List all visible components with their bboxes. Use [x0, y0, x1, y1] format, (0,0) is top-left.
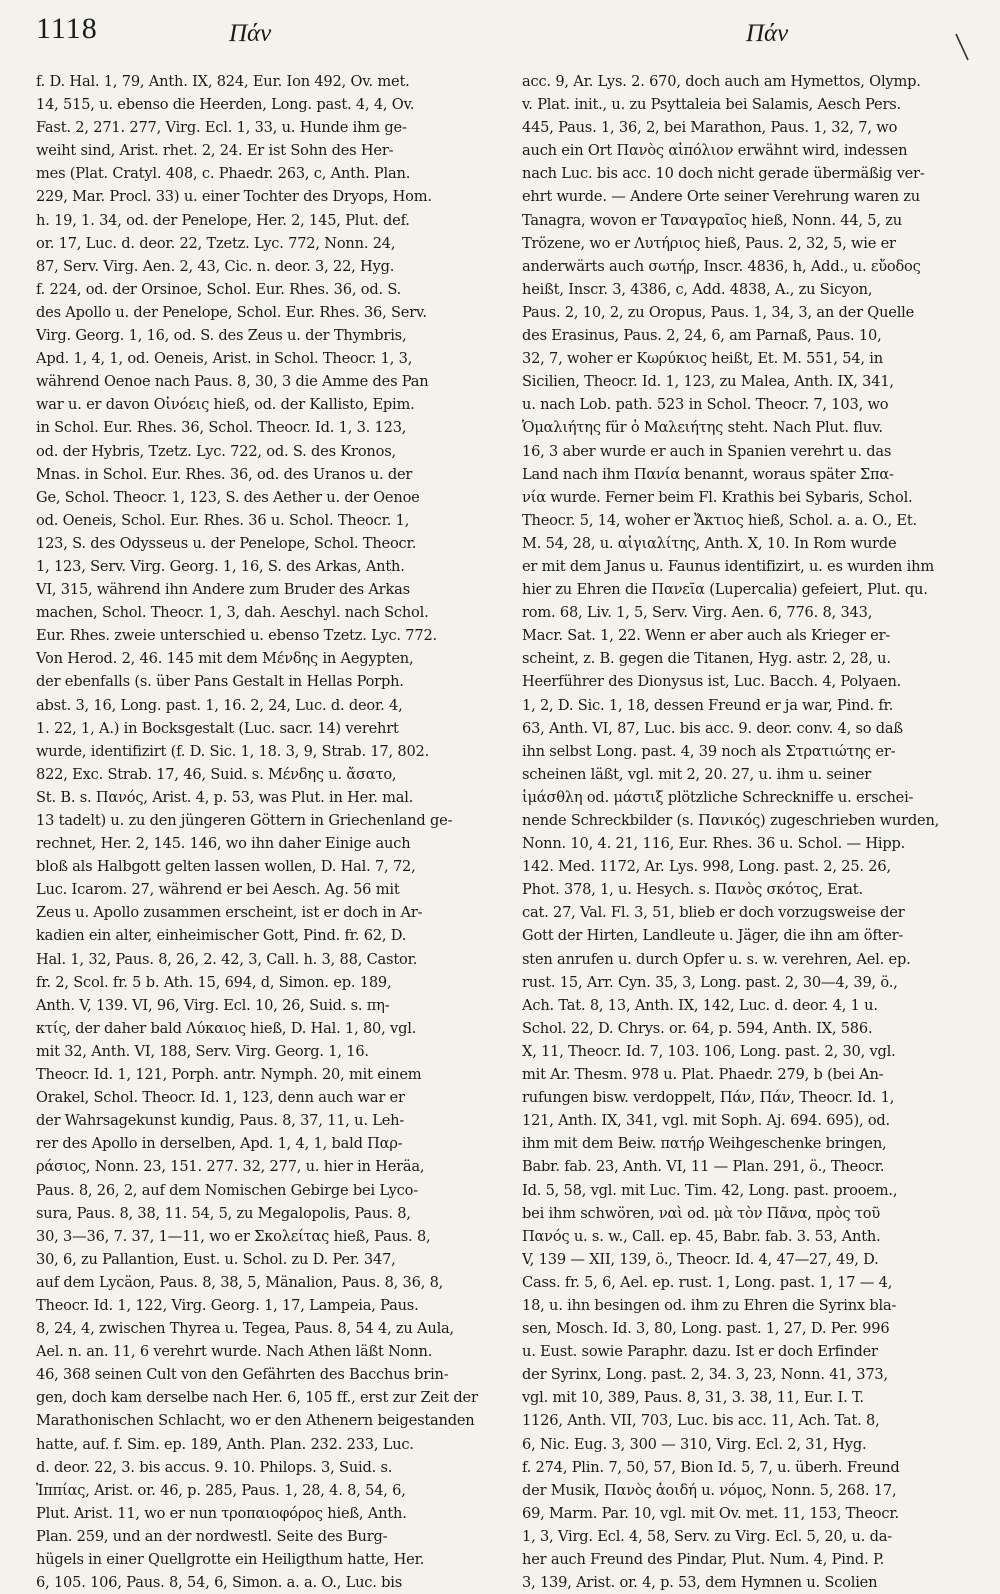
text-line: 1, 3, Virg. Ecl. 4, 58, Serv. zu Virg. Ecl. 5, 20, u. da-	[522, 1527, 892, 1545]
text-line: rust. 15, Arr. Cyn. 35, 3, Long. past. 2, 30—4, 39, ö.,	[522, 973, 898, 991]
text-line: Heerführer des Dionysus ist, Luc. Bacch. 4, Polyaen.	[522, 673, 902, 691]
text-line: während Oenoe nach Paus. 8, 30, 3 die Amme des Pan	[36, 373, 429, 391]
text-line: f. D. Hal. 1, 79, Anth. IX, 824, Eur. Ion 492, Ov. met.	[36, 73, 410, 90]
text-line: d. deor. 22, 3. bis accus. 9. 10. Philops. 3, Suid. s.	[36, 1458, 393, 1476]
text-line: Trözene, wo er Λυτήριος hieß, Paus. 2, 32, 5, wie er	[522, 234, 896, 252]
text-line: war u. er davon Οἰνόεις hieß, od. der Kallisto, Epim.	[36, 396, 415, 414]
text-line: sten anrufen u. durch Opfer u. s. w. verehren, Ael. ep.	[522, 950, 911, 968]
text-line: 445, Paus. 1, 36, 2, bei Marathon, Paus. 1, 32, 7, wo	[522, 119, 898, 137]
text-line: od. Oeneis, Schol. Eur. Rhes. 36 u. Schol. Theocr. 1,	[36, 511, 410, 529]
text-line: Schol. 22, D. Chrys. or. 64, p. 594, Anth. IX, 586.	[522, 1019, 873, 1037]
text-line: Ge, Schol. Theocr. 1, 123, S. des Aether u. der Oenoe	[36, 488, 420, 506]
pen-stroke-mark	[954, 32, 970, 62]
text-line: Marathonischen Schlacht, wo er den Athenern beigestanden	[36, 1412, 475, 1430]
text-line: hügels in einer Quellgrotte ein Heiligthum hatte, Her.	[36, 1551, 425, 1568]
text-line: 46, 368 seinen Cult von den Gefährten des Bacchus brin-	[36, 1366, 449, 1384]
text-line: bloß als Halbgott gelten lassen wollen, D. Hal. 7, 72,	[36, 858, 416, 876]
text-line: scheint, z. B. gegen die Titanen, Hyg. astr. 2, 28, u.	[522, 650, 891, 668]
text-line: h. 19, 1. 34, od. der Penelope, Her. 2, 145, Plut. def.	[36, 211, 410, 229]
text-line: Tanagra, wovon er Ταναγραῖος hieß, Nonn. 44, 5, zu	[522, 211, 902, 229]
text-line: Ὁμαλιήτης für ὁ Μαλειήτης steht. Nach Plut. fluv.	[522, 419, 883, 437]
text-line: u. nach Lob. path. 523 in Schol. Theocr. 7, 103, wo	[522, 396, 889, 414]
text-line: 16, 3 aber wurde er auch in Spanien verehrt u. das	[522, 442, 892, 460]
text-line: V, 139 — XII, 139, ö., Theocr. Id. 4, 47—27, 49, D.	[522, 1250, 879, 1268]
text-line: Plut. Arist. 11, wo er nun τροπαιοφόρος hieß, Anth.	[36, 1504, 407, 1522]
running-head-right: Πάν	[746, 20, 789, 47]
text-line: ihn selbst Long. past. 4, 39 noch als Στρατιώτης er-	[522, 742, 896, 760]
text-line: 1, 123, Serv. Virg. Georg. 1, 16, S. des Arkas, Anth.	[36, 557, 405, 575]
text-line: ehrt wurde. — Andere Orte seiner Verehrung waren zu	[522, 188, 920, 206]
text-line: der ebenfalls (s. über Pans Gestalt in Hellas Porph.	[36, 673, 404, 691]
text-line: Fast. 2, 271. 277, Virg. Ecl. 1, 33, u. Hunde ihm ge-	[36, 119, 407, 137]
text-line: fr. 2, Scol. fr. 5 b. Ath. 15, 694, d, Simon. ep. 189,	[36, 973, 392, 991]
text-line: ράσιος, Nonn. 23, 151. 277. 32, 277, u. hier in Heräa,	[36, 1158, 425, 1176]
text-line: anderwärts auch σωτήρ, Inscr. 4836, h, Add., u. εὔοδος	[522, 257, 921, 275]
text-line: f. 274, Plin. 7, 50, 57, Bion Id. 5, 7, u. überh. Freund	[522, 1458, 900, 1476]
text-line: des Apollo u. der Penelope, Schol. Eur. Rhes. 36, Serv.	[36, 303, 427, 321]
text-line: Theocr. Id. 1, 121, Porph. antr. Nymph. 20, mit einem	[36, 1066, 422, 1084]
text-line: Πανός u. s. w., Call. ep. 45, Babr. fab. 3. 53, Anth.	[522, 1227, 881, 1245]
text-line: hatte, auf. f. Sim. ep. 189, Anth. Plan. 232. 233, Luc.	[36, 1435, 414, 1453]
text-line: Sicilien, Theocr. Id. 1, 123, zu Malea, Anth. IX, 341,	[522, 373, 894, 391]
text-line: in Schol. Eur. Rhes. 36, Schol. Theocr. Id. 1, 3. 123,	[36, 419, 407, 437]
text-line: 14, 515, u. ebenso die Heerden, Long. past. 4, 4, Ov.	[36, 96, 415, 114]
text-line: Ach. Tat. 8, 13, Anth. IX, 142, Luc. d. deor. 4, 1 u.	[522, 996, 878, 1014]
text-line: mit Ar. Thesm. 978 u. Plat. Phaedr. 279, b (bei An-	[522, 1066, 884, 1084]
text-line: rechnet, Her. 2, 145. 146, wo ihn daher Einige auch	[36, 835, 411, 853]
text-line: rufungen bisw. verdoppelt, Πάν, Πάν, Theocr. Id. 1,	[522, 1089, 895, 1107]
text-line: bei ihm schwören, ναὶ od. μὰ τὸν Πᾶνα, πρὸς τοῦ	[522, 1204, 880, 1222]
text-line: der Syrinx, Long. past. 2, 34. 3, 23, Nonn. 41, 373,	[522, 1366, 888, 1384]
text-line: κτίς, der daher bald Λύκαιος hieß, D. Hal. 1, 80, vgl.	[36, 1019, 417, 1037]
text-line: 121, Anth. IX, 341, vgl. mit Soph. Aj. 694. 695), od.	[522, 1112, 890, 1130]
page-header	[36, 12, 970, 52]
text-line: VI, 315, während ihn Andere zum Bruder des Arkas	[36, 581, 410, 599]
text-line: Theocr. 5, 14, woher er Ἄκτιος hieß, Schol. a. a. O., Et.	[522, 511, 917, 529]
text-line: Macr. Sat. 1, 22. Wenn er aber auch als Krieger er-	[522, 627, 891, 645]
text-line: hier zu Ehren die Πανεῖα (Lupercalia) gefeiert, Plut. qu.	[522, 581, 928, 599]
text-line: Ael. n. an. 11, 6 verehrt wurde. Nach Athen läßt Nonn.	[36, 1343, 433, 1361]
text-line: weiht sind, Arist. rhet. 2, 24. Er ist Sohn des Her-	[36, 142, 394, 160]
text-line: f. 224, od. der Orsinoe, Schol. Eur. Rhes. 36, od. S.	[36, 280, 402, 298]
text-line: des Erasinus, Paus. 2, 24, 6, am Parnaß, Paus. 10,	[522, 327, 882, 345]
text-line: 123, S. des Odysseus u. der Penelope, Schol. Theocr.	[36, 534, 417, 552]
text-line: der Wahrsagekunst kundig, Paus. 8, 37, 11, u. Leh-	[36, 1112, 405, 1130]
text-line: Luc. Icarom. 27, während er bei Aesch. Ag. 56 mit	[36, 881, 400, 899]
text-line: machen, Schol. Theocr. 1, 3, dah. Aeschyl. nach Schol.	[36, 604, 429, 622]
text-line: Gott der Hirten, Landleute u. Jäger, die ihn am öfter-	[522, 927, 904, 945]
text-line: 87, Serv. Virg. Aen. 2, 43, Cic. n. deor. 3, 22, Hyg.	[36, 257, 395, 275]
text-line: St. B. s. Πανός, Arist. 4, p. 53, was Plut. in Her. mal.	[36, 788, 414, 806]
text-line: scheinen läßt, vgl. mit 2, 20. 27, u. ihm u. seiner	[522, 765, 872, 783]
text-line: 1126, Anth. VII, 703, Luc. bis acc. 11, Ach. Tat. 8,	[522, 1412, 880, 1430]
text-line: abst. 3, 16, Long. past. 1, 16. 2, 24, Luc. d. deor. 4,	[36, 696, 403, 714]
text-line: rom. 68, Liv. 1, 5, Serv. Virg. Aen. 6, 776. 8, 343,	[522, 604, 873, 622]
text-line: u. Eust. sowie Paraphr. dazu. Ist er doch Erfinder	[522, 1343, 878, 1361]
text-line: acc. 9, Ar. Lys. 2. 670, doch auch am Hymettos, Olymp.	[522, 73, 921, 90]
text-line: 13 tadelt) u. zu den jüngeren Göttern in Griechenland ge-	[36, 812, 453, 829]
text-line: vgl. mit 10, 389, Paus. 8, 31, 3. 38, 11, Eur. I. T.	[522, 1389, 864, 1407]
text-line: cat. 27, Val. Fl. 3, 51, blieb er doch vorzugsweise der	[522, 904, 905, 922]
text-line: 6, 105. 106, Paus. 8, 54, 6, Simon. a. a. O., Luc. bis	[36, 1574, 403, 1592]
text-line: 6, Nic. Eug. 3, 300 — 310, Virg. Ecl. 2, 31, Hyg.	[522, 1435, 867, 1453]
text-line: nende Schreckbilder (s. Πανικός) zugeschrieben wurden,	[522, 812, 940, 829]
text-line: rer des Apollo in derselben, Apd. 1, 4, 1, bald Παρ-	[36, 1135, 403, 1153]
text-line: Apd. 1, 4, 1, od. Oeneis, Arist. in Schol. Theocr. 1, 3,	[36, 350, 413, 368]
text-line: Von Herod. 2, 46. 145 mit dem Μένδης in Aegypten,	[36, 650, 414, 668]
text-line: der Musik, Πανὸς ἀοιδή u. νόμος, Nonn. 5, 268. 17,	[522, 1481, 897, 1499]
text-line: Orakel, Schol. Theocr. Id. 1, 123, denn auch war er	[36, 1089, 405, 1107]
text-line: er mit dem Janus u. Faunus identifizirt, u. es wurden ihm	[522, 557, 934, 575]
text-line: Anth. V, 139. VI, 96, Virg. Ecl. 10, 26, Suid. s. πη-	[36, 996, 390, 1014]
text-line: Zeus u. Apollo zusammen erscheint, ist er doch in Ar-	[36, 904, 423, 922]
text-line: od. der Hybris, Tzetz. Lyc. 722, od. S. des Kronos,	[36, 442, 396, 460]
text-line: Eur. Rhes. zweie unterschied u. ebenso Tzetz. Lyc. 772.	[36, 627, 437, 645]
text-line: 3, 139, Arist. or. 4, p. 53, dem Hymnen u. Scolien	[522, 1574, 878, 1592]
text-line: Ἱππίας, Arist. or. 46, p. 285, Paus. 1, 28, 4. 8, 54, 6,	[36, 1481, 406, 1499]
text-line: Mnas. in Schol. Eur. Rhes. 36, od. des Uranos u. der	[36, 465, 413, 483]
text-line: 229, Mar. Procl. 33) u. einer Tochter des Dryops, Hom.	[36, 188, 432, 206]
text-line: auf dem Lycäon, Paus. 8, 38, 5, Mänalion, Paus. 8, 36, 8,	[36, 1273, 444, 1291]
text-line: νία wurde. Ferner beim Fl. Krathis bei Sybaris, Schol.	[522, 488, 913, 506]
text-line: mit 32, Anth. VI, 188, Serv. Virg. Georg. 1, 16.	[36, 1042, 369, 1060]
right-text-column	[522, 70, 984, 1594]
text-line: X, 11, Theocr. Id. 7, 103. 106, Long. past. 2, 30, vgl.	[522, 1042, 896, 1060]
text-line: sura, Paus. 8, 38, 11. 54, 5, zu Megalopolis, Paus. 8,	[36, 1204, 411, 1222]
text-line: Paus. 2, 10, 2, zu Oropus, Paus. 1, 34, 3, an der Quelle	[522, 303, 915, 321]
text-line: v. Plat. init., u. zu Psyttaleia bei Salamis, Aesch Pers.	[522, 96, 901, 114]
page-number: 1118	[36, 12, 98, 45]
text-line: Babr. fab. 23, Anth. VI, 11 — Plan. 291, ö., Theocr.	[522, 1158, 885, 1176]
text-line: ihm mit dem Beiw. πατήρ Weihgeschenke bringen,	[522, 1135, 887, 1153]
text-line: Cass. fr. 5, 6, Ael. ep. rust. 1, Long. past. 1, 17 — 4,	[522, 1273, 893, 1291]
text-line: 30, 3—36, 7. 37, 1—11, wo er Σκολείτας hieß, Paus. 8,	[36, 1227, 431, 1245]
running-head-left: Πάν	[229, 20, 272, 47]
text-line: 69, Marm. Par. 10, vgl. mit Ov. met. 11, 153, Theocr.	[522, 1504, 899, 1522]
text-line: 18, u. ihn besingen od. ihm zu Ehren die Syrinx bla-	[522, 1296, 897, 1314]
text-line: sen, Mosch. Id. 3, 80, Long. past. 1, 27, D. Per. 996	[522, 1320, 890, 1338]
text-line: 63, Anth. VI, 87, Luc. bis acc. 9. deor. conv. 4, so daß	[522, 719, 903, 737]
text-line: 142. Med. 1172, Ar. Lys. 998, Long. past. 2, 25. 26,	[522, 858, 891, 876]
text-line: Theocr. Id. 1, 122, Virg. Georg. 1, 17, Lampeia, Paus.	[36, 1296, 419, 1314]
text-line: Plan. 259, und an der nordwestl. Seite des Burg-	[36, 1527, 388, 1545]
text-line: 822, Exc. Strab. 17, 46, Suid. s. Μένδης u. ἄσατο,	[36, 765, 397, 783]
left-text-column	[36, 70, 508, 1594]
text-line: Id. 5, 58, vgl. mit Luc. Tim. 42, Long. past. prooem.,	[522, 1181, 898, 1199]
text-line: Paus. 8, 26, 2, auf dem Nomischen Gebirge bei Lyco-	[36, 1181, 418, 1199]
text-line: nach Luc. bis acc. 10 doch nicht gerade übermäßig ver-	[522, 165, 925, 183]
text-line: her auch Freund des Pindar, Plut. Num. 4, Pind. P.	[522, 1551, 885, 1568]
text-line: Hal. 1, 32, Paus. 8, 26, 2. 42, 3, Call. h. 3, 88, Castor.	[36, 950, 418, 968]
text-line: Virg. Georg. 1, 16, od. S. des Zeus u. der Thymbris,	[36, 327, 407, 345]
text-line: 8, 24, 4, zwischen Thyrea u. Tegea, Paus. 8, 54 4, zu Aula,	[36, 1320, 454, 1338]
text-line: or. 17, Luc. d. deor. 22, Tzetz. Lyc. 772, Nonn. 24,	[36, 234, 396, 252]
text-line: auch ein Ort Πανὸς αἰπόλιον erwähnt wird, indessen	[522, 142, 908, 160]
text-line: 30, 6, zu Pallantion, Eust. u. Schol. zu D. Per. 347,	[36, 1250, 396, 1268]
text-line: 1, 2, D. Sic. 1, 18, dessen Freund er ja war, Pind. fr.	[522, 696, 894, 714]
text-line: wurde, identifizirt (f. D. Sic. 1, 18. 3, 9, Strab. 17, 802.	[36, 742, 430, 760]
text-line: 32, 7, woher er Κωρύκιος heißt, Et. M. 551, 54, in	[522, 350, 883, 368]
text-line: gen, doch kam derselbe nach Her. 6, 105 ff., erst zur Zeit der	[36, 1389, 478, 1407]
text-line: Land nach ihm Πανία benannt, woraus später Σπα-	[522, 465, 894, 483]
text-line: kadien ein alter, einheimischer Gott, Pind. fr. 62, D.	[36, 927, 407, 945]
text-line: Phot. 378, 1, u. Hesych. s. Πανὸς σκότος, Erat.	[522, 881, 863, 899]
text-line: 1. 22, 1, A.) in Bocksgestalt (Luc. sacr. 14) verehrt	[36, 719, 399, 737]
text-line: heißt, Inscr. 3, 4386, c, Add. 4838, A., zu Sicyon,	[522, 280, 873, 298]
text-line: M. 54, 28, u. αἰγιαλίτης, Anth. X, 10. In Rom wurde	[522, 534, 897, 552]
text-line: ἱμάσθλη od. μάστιξ plötzliche Schreckniffe u. erschei-	[522, 788, 914, 806]
text-line: Nonn. 10, 4. 21, 116, Eur. Rhes. 36 u. Schol. — Hipp.	[522, 835, 906, 853]
text-line: mes (Plat. Cratyl. 408, c. Phaedr. 263, c, Anth. Plan.	[36, 165, 411, 183]
